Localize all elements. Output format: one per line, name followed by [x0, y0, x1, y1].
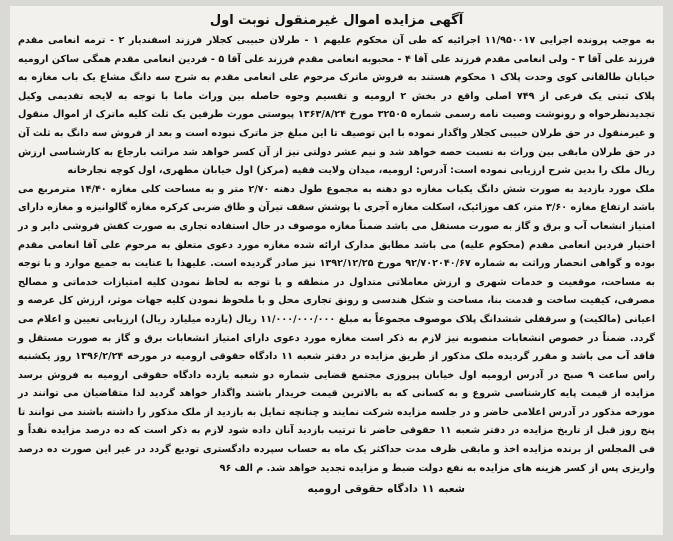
notice-clipping: [10, 6, 663, 535]
issuer-signature: شعبه ۱۱ دادگاه حقوقی ارومیه: [307, 483, 465, 496]
notice-paragraph-2: ملک مورد بازدید به صورت شش دانگ یکباب مغازه دو دهنه به مجموع طول دهنه ۲/۷۰ متر و به مساحت کلی مغازه ۱۴/۴۰ مترمربع می باشد ارتفاع مغازه ۳/۶۰ متر، کف موزائیک، اسکلت مغازه آجری با پوشش سقف تیرآن و طاق ضربی کرکره مغازه گالوانیزه و مغازه دارای امتیاز انشعاب آب و برق و گاز به صورت مستقل می باشد ضمناً مغازه موصوف در حال استفاده تجاری به صورت کفش فروشی دایر و در اختیار فردین انعامی مقدم (محکوم علیه) می باشد مطابق مدارک ارائه شده مغازه مورد دعوی متعلق به مرحوم علی آقا انعامی مقدم بوده و گواهی انحصار وراثت به شماره ۹۲/۷۰۲۰۴۰/۶۷ مورخ ۱۳۹۲/۱۲/۲۵ نیز صادر گردیده است. علیهذا با عنایت به جمیع موارد و با توجه به مساحت، موقعیت و خدمات شهری و ارزش معاملاتی متداول در منطقه و با توجه به لحاظ نمودن کلیه امتیازات خدماتی و مصالح مصرفی، کیفیت ساخت و قدمت بنا، مساحت و شکل هندسی و رونق تجاری محل و با ملحوظ نمودن کلیه جهات موثر، ارزش کل عرصه و اعیانی (مالکیت) و سرقفلی ششدانگ پلاک موصوف مجموعاً به مبلغ ۱۱/۰۰۰/۰۰۰/۰۰۰ ریال (یازده میلیارد ریال) ارزیابی تعیین و اعلام می گردد. ضمناً در خصوص انشعابات منصوبه نیز لازم به ذکر است مغازه مورد دعوی دارای امتیاز انشعابات برق و گاز به صورت مستقل و فاقد آب می باشد و مقرر گردیده ملک مذکور از طریق مزایده در دفتر شعبه ۱۱ دادگاه حقوقی ارومیه در مورخه ۱۳۹۶/۲/۲۴ روز یکشنبه راس ساعت ۹ صبح در آدرس ارومیه اول خیابان پیروزی مجتمع قضایی شماره دو شعبه یازده دادگاه حقوقی ارومیه به فروش برسد مزایده از قیمت پایه کارشناسی شروع و به کسانی که به بالاترین قیمت خریدار باشند واگذار خواهد گردید لذا متقاضیان می توانند در مورخه مذکور در آدرس اعلامی حاضر و در جلسه مزایده شرکت نمایند و چنانچه تمایل به بازدید از ملک مذکور را داشته باشند می توانند تا پنج روز قبل از تاریخ مزایده در دفتر شعبه ۱۱ حقوقی حاضر تا ترتیب بازدید آنان داده شود لازم به ذکر است که ده درصد مزایده نقداً و فی المجلس از برنده مزایده اخذ و مابقی ظرف مدت حداکثر یک ماه به حساب سپرده دادگستری تودیع گردد در غیر این صورت ده درصد واریزی پس از کسر هزینه های مزایده به نفع دولت ضبط و مزایده تجدید خواهد شد. م الف ۹۶: [18, 183, 656, 474]
notice-paragraph-1: به موجب پرونده اجرایی ۱۱/۹۵۰۰۱۷ اجرائیه که طی آن محکوم علیهم ۱ - طرلان حبیبی کجلار فرزند اسفندیار ۲ - ترمه انعامی مقدم فرزند علی آقا ۳ - ولی انعامی مقدم فرزند علی آقا ۴ - محبوبه انعامی مقدم فرزند علی آقا ۵ - فردین انعامی مقدم همگی ساکن ارومیه خیابان طالقانی کوی وحدت پلاک ۱ محکوم هستند به فروش ماترک مرحوم علی انعامی مقدم به شرح سه دانگ مشاع یک باب مغازه به پلاک ثبتی یک فرعی از ۷۴۹ اصلی واقع در بخش ۲ ارومیه و تقسیم وجوه حاصله بین وراث ماما با توجه به لایحه تقدیمی وکیل تجدیدنظرخواه و رونوشت وصیت نامه رسمی شماره ۳۲۵۰۵ مورخ ۱۳۶۳/۸/۲۴ پیوستی مورث طرفین یک ثلث کلیه ماترک از اموال منقول و غیرمنقول در حق طرلان حبیبی کجلار واگذار نموده با این توصیف تا این مبلغ جز ماترک نبوده است و بعد از فروش سه دانگ به ثلث آن در حق طرلان مابقی بین وراث به نسبت حصه خواهد شد و نیم عشر دولتی نیز از آن کسر خواهد شد مراتب بارجاع به کارشناسی ارزش ریال ملک را بدین شرح ارزیابی نموده است: آدرس: ارومیه، میدان ولایت فقیه (مرکز) اول خیابان مطهری، اول کوچه نجارخانه: [18, 35, 656, 177]
notice-title: آگهی مزایده اموال غیرمنقول نوبت اول: [209, 13, 464, 28]
